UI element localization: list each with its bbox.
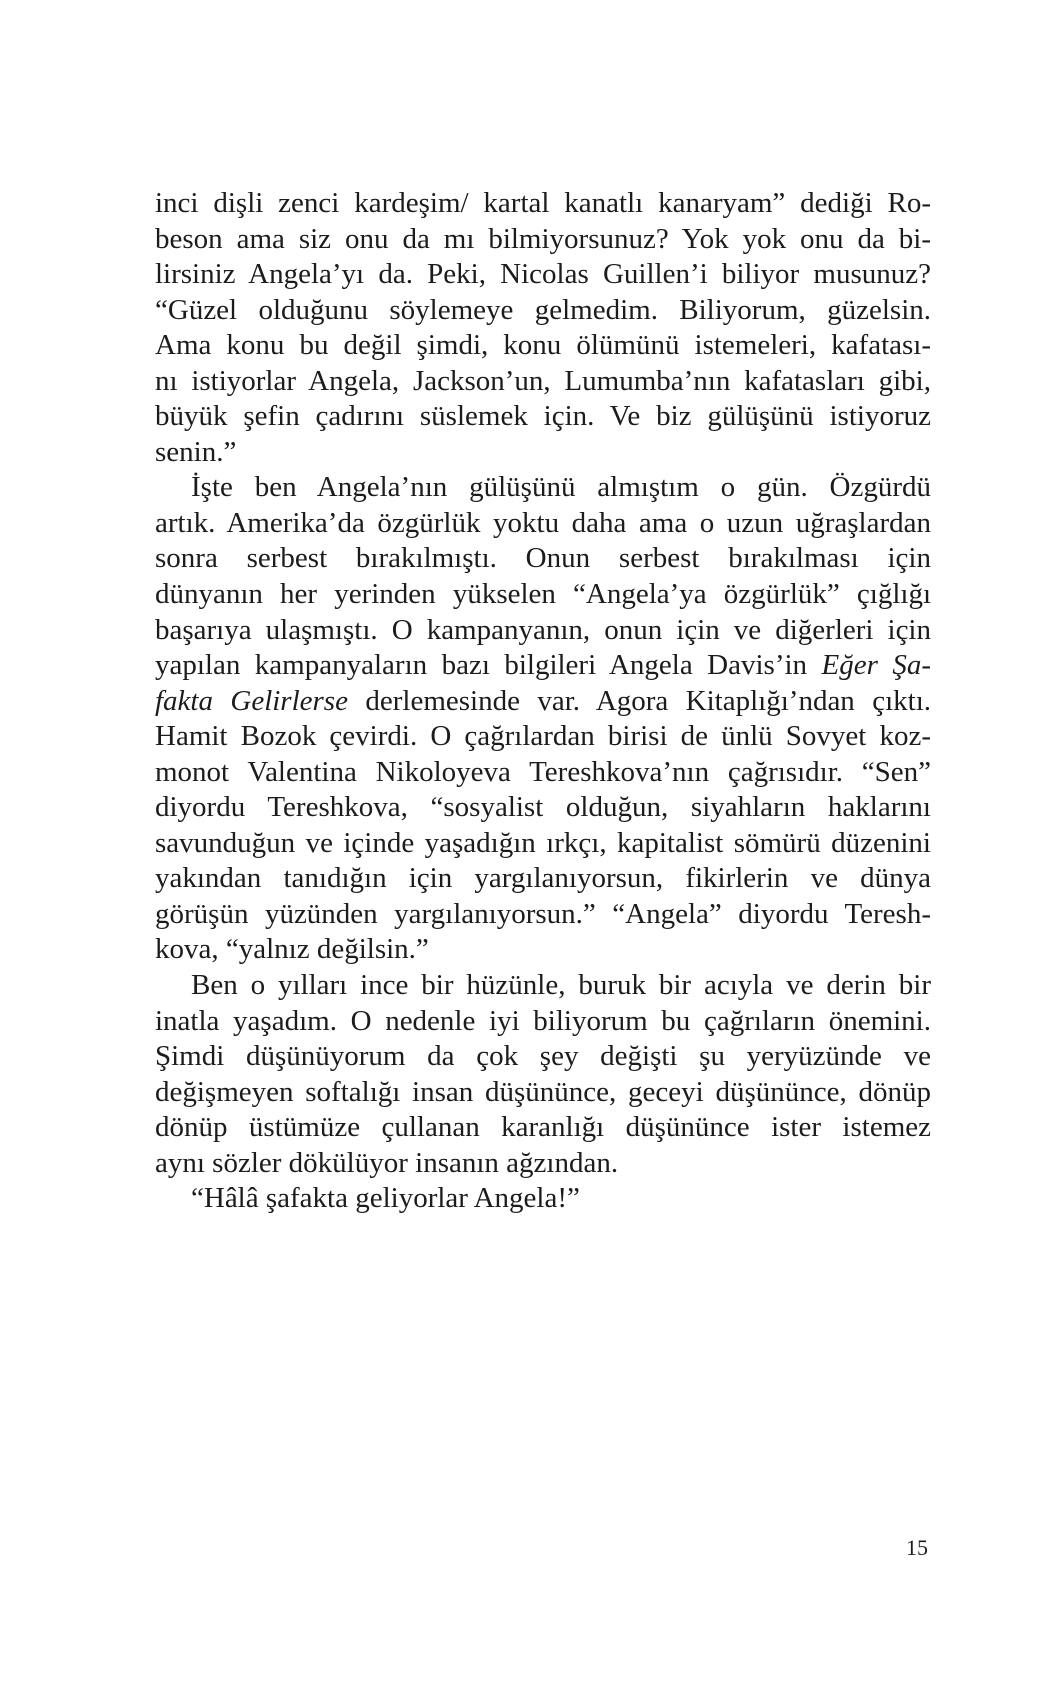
body-text bbox=[155, 186, 931, 1217]
text-line: kova, “yalnız değilsin.” bbox=[155, 933, 429, 966]
text-line: görüşün yüzünden yargılanıyorsun.” “Angela” diyordu Teresh- bbox=[155, 897, 931, 930]
text-line bbox=[155, 648, 931, 684]
text-line: değişmeyen softalığı insan düşününce, geceyi düşününce, dönüp bbox=[155, 1075, 931, 1108]
text-line: Hamit Bozok çevirdi. O çağrılardan birisi de ünlü Sovyet koz- bbox=[155, 720, 931, 753]
book-title-italic: Eğer Şa- bbox=[821, 649, 931, 682]
text-line: beson ama siz onu da mı bilmiyorsunuz? Yok yok onu da bi- bbox=[155, 222, 931, 255]
text-line: inatla yaşadım. O nedenle iyi biliyorum bu çağrıların önemini. bbox=[155, 1004, 931, 1037]
text-line: monot Valentina Nikoloyeva Tereshkova’nın çağrısıdır. “Sen” bbox=[155, 755, 931, 788]
text-line: “Hâlâ şafakta geliyorlar Angela!” bbox=[191, 1182, 580, 1215]
text-line: Ben o yılları ince bir hüzünle, buruk bir acıyla ve derin bir bbox=[191, 969, 931, 1002]
text-line: Şimdi düşünüyorum da çok şey değişti şu yeryüzünde ve bbox=[155, 1040, 931, 1073]
text-line: başarıya ulaşmıştı. O kampanyanın, onun için ve diğerleri için bbox=[155, 613, 931, 646]
page-number: 15 bbox=[906, 1535, 928, 1560]
text-line: savunduğun ve içinde yaşadığın ırkçı, kapitalist sömürü düzenini bbox=[155, 826, 931, 859]
text-line: büyük şefin çadırını süslemek için. Ve biz gülüşünü istiyoruz bbox=[155, 400, 931, 433]
line-text: yapılan kampanyaların bazı bilgileri Angela Davis’in bbox=[155, 649, 822, 682]
book-title-italic: fakta Gelirlerse bbox=[155, 684, 348, 717]
text-line: artık. Amerika’da özgürlük yoktu daha ama o uzun uğraşlardan bbox=[155, 506, 931, 539]
text-line: dönüp üstümüze çullanan karanlığı düşününce ister istemez bbox=[155, 1111, 931, 1144]
text-line: İşte ben Angela’nın gülüşünü almıştım o gün. Özgürdü bbox=[191, 471, 931, 504]
text-line: “Güzel olduğunu söylemeye gelmedim. Biliyorum, güzelsin. bbox=[155, 293, 931, 326]
text-line: aynı sözler dökülüyor insanın ağzından. bbox=[155, 1146, 619, 1179]
text-line: dünyanın her yerinden yükselen “Angela’ya özgürlük” çığlığı bbox=[155, 578, 931, 611]
text-line: diyordu Tereshkova, “sosyalist olduğun, siyahların haklarını bbox=[155, 791, 931, 824]
text-line: yakından tanıdığın için yargılanıyorsun, fikirlerin ve dünya bbox=[155, 862, 931, 895]
text-line: Ama konu bu değil şimdi, konu ölümünü istemeleri, kafatası- bbox=[155, 329, 931, 362]
text-line: lirsiniz Angela’yı da. Peki, Nicolas Guillen’i biliyor musunuz? bbox=[155, 258, 931, 291]
text-line: nı istiyorlar Angela, Jackson’un, Lumumba’nın kafatasları gibi, bbox=[155, 364, 931, 397]
text-line: sonra serbest bırakılmıştı. Onun serbest bırakılması için bbox=[155, 542, 931, 575]
line-text: derlemesinde var. Agora Kitaplığı’ndan çıktı. bbox=[347, 684, 931, 717]
text-line: inci dişli zenci kardeşim/ kartal kanatlı kanaryam” dediği Ro- bbox=[155, 187, 931, 219]
text-line bbox=[155, 684, 931, 720]
text-line: senin.” bbox=[155, 435, 237, 468]
